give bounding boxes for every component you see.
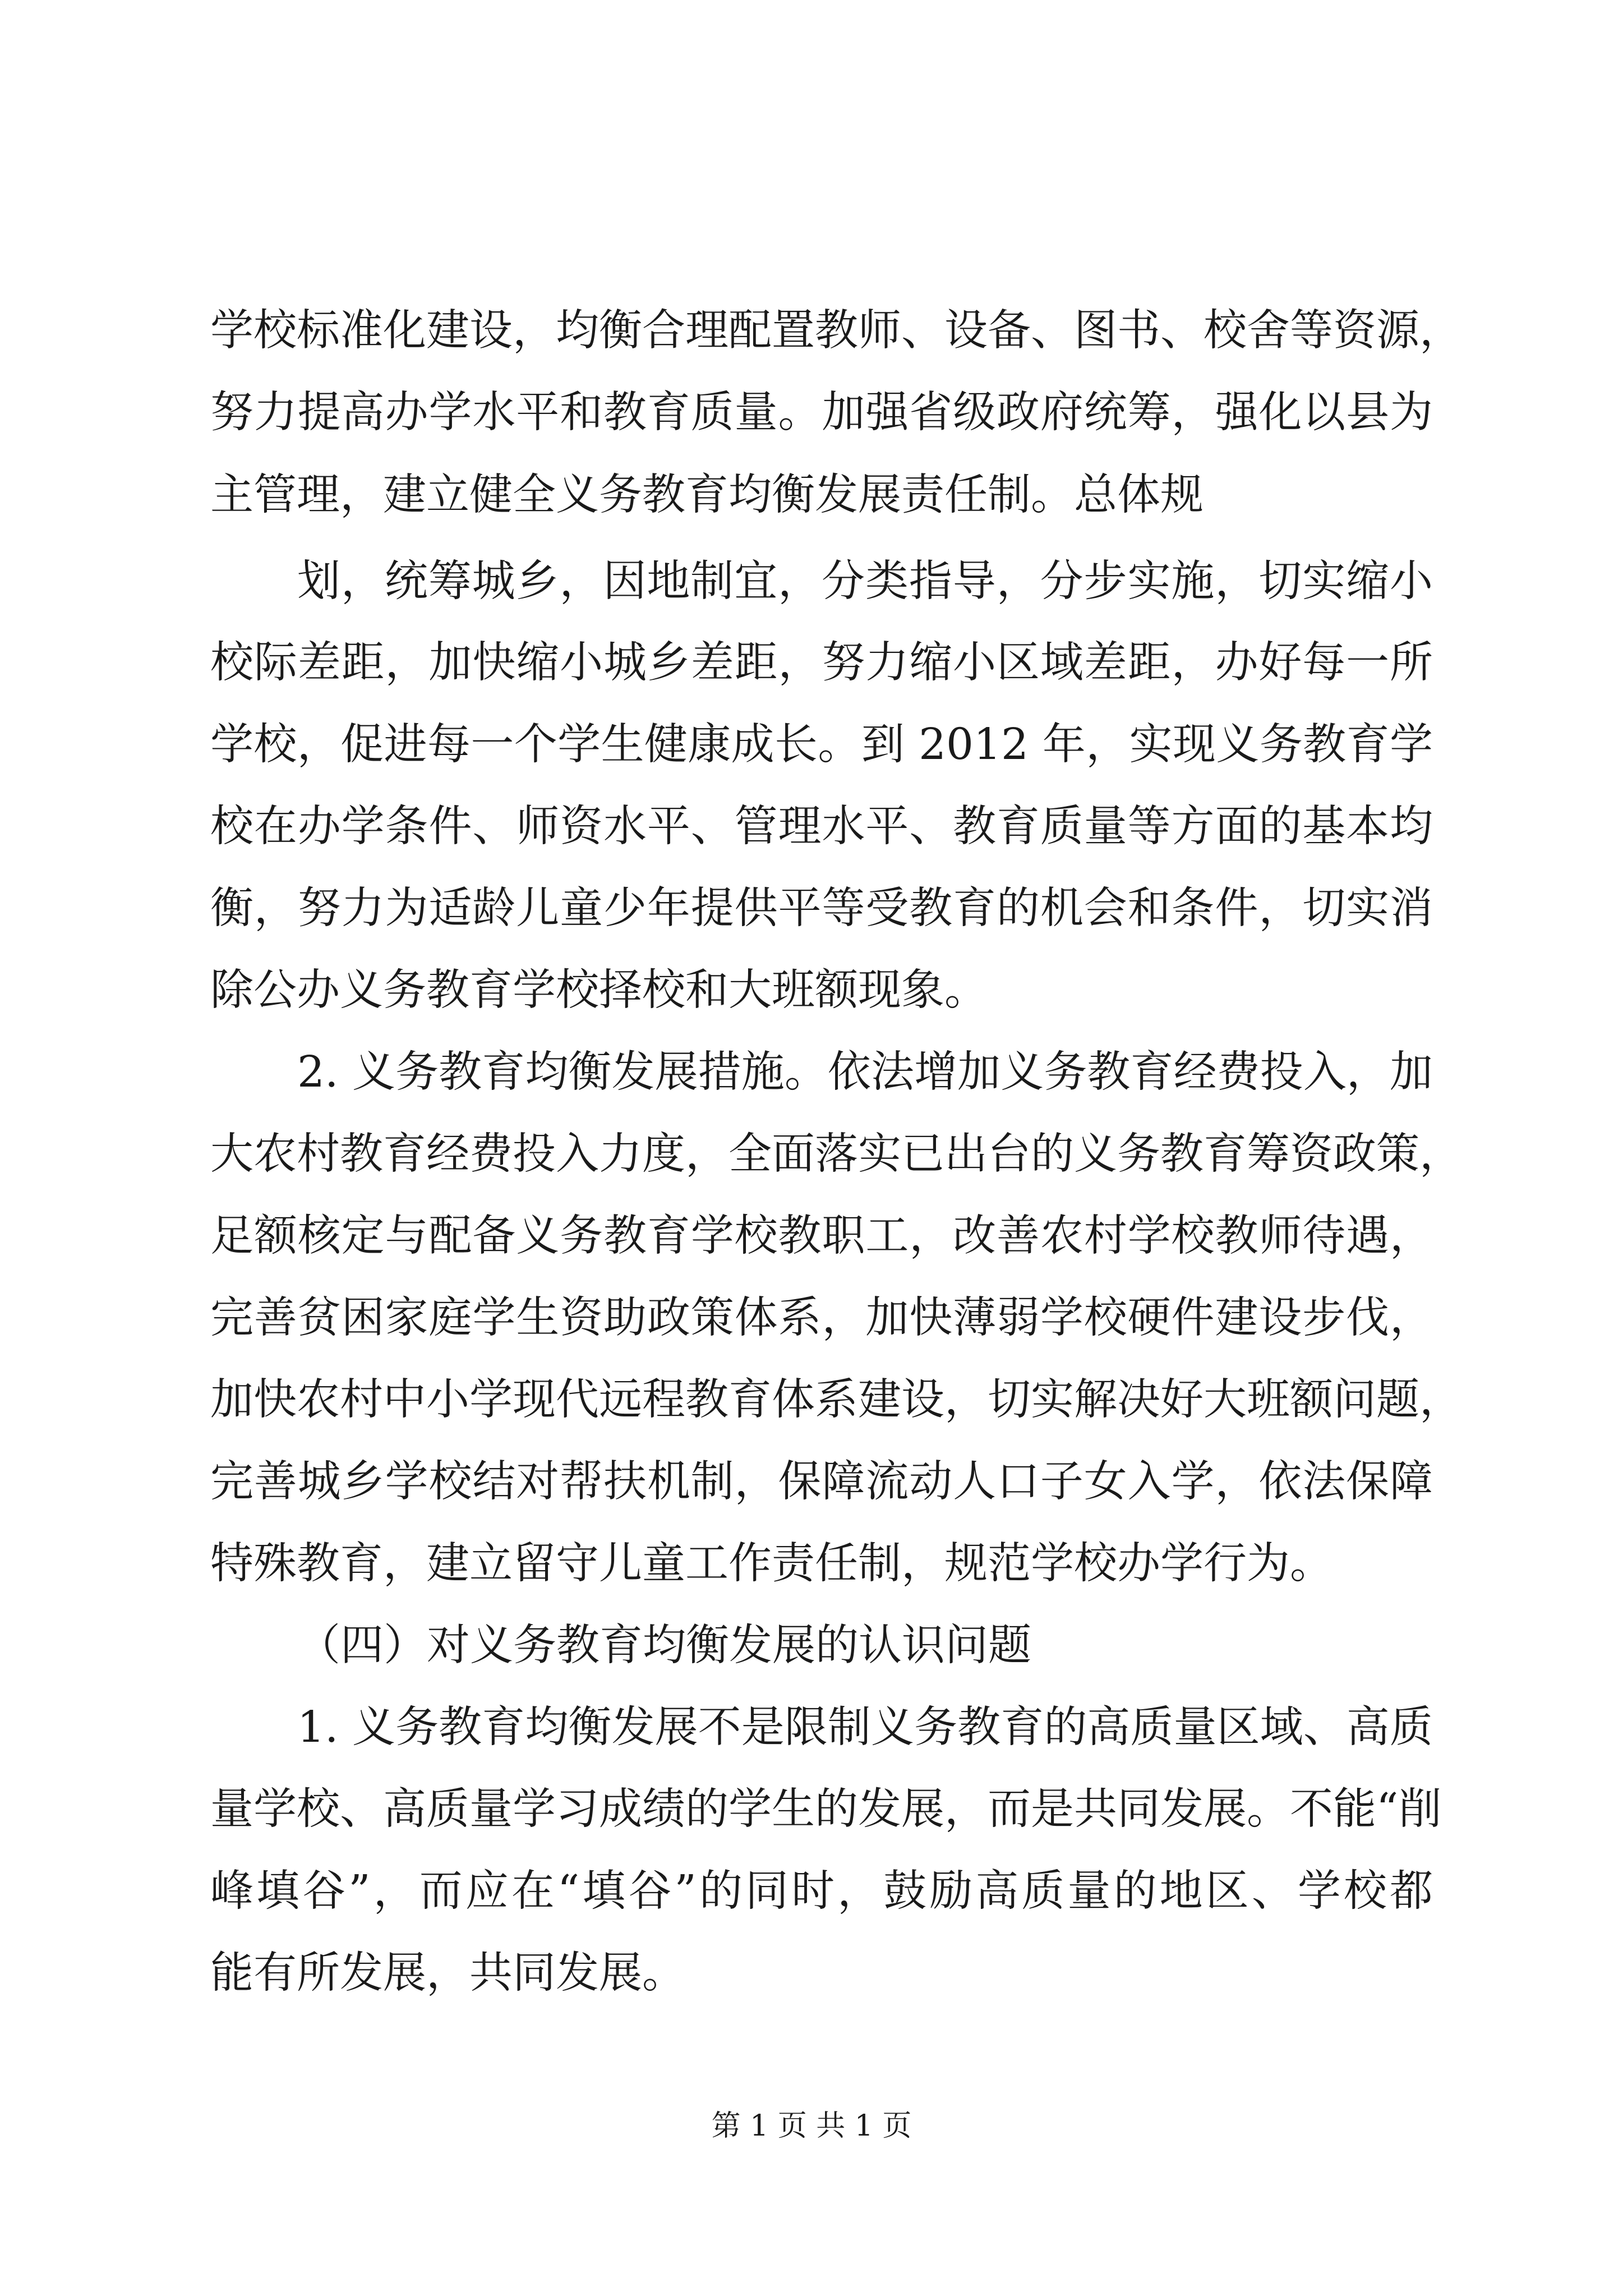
body-text-line: 2. 义务教育均衡发展措施。依法增加义务教育经费投入，加 <box>297 1047 1433 1097</box>
body-text-line: 1. 义务教育均衡发展不是限制义务教育的高质量区域、高质 <box>297 1703 1433 1752</box>
body-text-line: 校际差距，加快缩小城乡差距，努力缩小区域差距，办好每一所 <box>210 638 1433 688</box>
body-text-line: 峰填谷”，而应在“填谷”的同时，鼓励高质量的地区、学校都 <box>210 1866 1433 1916</box>
body-text-line: 特殊教育，建立留守儿童工作责任制，规范学校办学行为。 <box>210 1539 1333 1589</box>
body-text-line: 学校，促进每一个学生健康成长。到 2012 年，实现义务教育学 <box>210 720 1433 770</box>
body-text-line: 除公办义务教育学校择校和大班额现象。 <box>210 965 988 1015</box>
section-heading: （四）对义务教育均衡发展的认识问题 <box>297 1621 1031 1671</box>
body-text-line: 校在办学条件、师资水平、管理水平、教育质量等方面的基本均 <box>210 802 1433 852</box>
page-number-footer: 第 1 页 共 1 页 <box>711 2109 912 2143</box>
body-text-line: 衡，努力为适龄儿童少年提供平等受教育的机会和条件，切实消 <box>210 884 1433 933</box>
body-text-line: 主管理，建立健全义务教育均衡发展责任制。总体规 <box>210 470 1204 520</box>
body-text-line: 足额核定与配备义务教育学校教职工，改善农村学校教师待遇， <box>210 1211 1433 1261</box>
body-text-line: 大农村教育经费投入力度，全面落实已出台的义务教育筹资政策， <box>210 1129 1463 1179</box>
body-text-line: 量学校、高质量学习成绩的学生的发展，而是共同发展。不能“削 <box>210 1784 1442 1834</box>
body-text-line: 完善城乡学校结对帮扶机制，保障流动人口子女入学，依法保障 <box>210 1457 1433 1507</box>
body-text-line: 完善贫困家庭学生资助政策体系，加快薄弱学校硬件建设步伐， <box>210 1293 1433 1343</box>
body-text-line: 能有所发展，共同发展。 <box>210 1948 685 1998</box>
body-text-line: 学校标准化建设，均衡合理配置教师、设备、图书、校舍等资源， <box>210 306 1463 356</box>
body-text-line: 努力提高办学水平和教育质量。加强省级政府统筹，强化以县为 <box>210 388 1433 438</box>
body-text-line: 划，统筹城乡，因地制宜，分类指导，分步实施，切实缩小 <box>297 556 1433 606</box>
body-text-line: 加快农村中小学现代远程教育体系建设，切实解决好大班额问题， <box>210 1375 1463 1425</box>
